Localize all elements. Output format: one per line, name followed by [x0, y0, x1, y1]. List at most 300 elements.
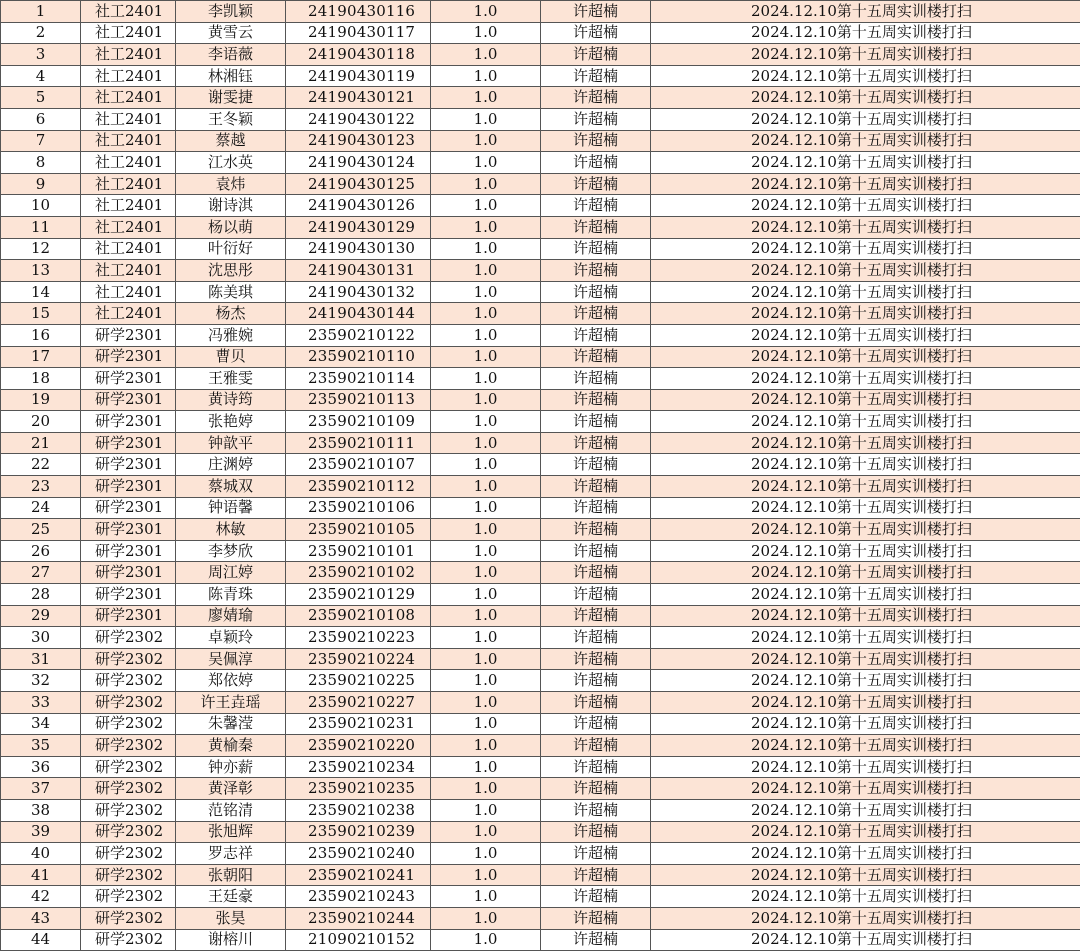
note-cell: 2024.12.10第十五周实训楼打扫 — [651, 605, 1080, 627]
hours-cell: 1.0 — [431, 907, 541, 929]
note-cell: 2024.12.10第十五周实训楼打扫 — [651, 173, 1080, 195]
teacher-cell: 许超楠 — [541, 87, 651, 109]
class-cell: 研学2301 — [81, 324, 176, 346]
teacher-cell: 许超楠 — [541, 476, 651, 498]
hours-cell: 1.0 — [431, 22, 541, 44]
row-index-cell: 5 — [1, 87, 81, 109]
student-name-cell: 林敏 — [176, 519, 286, 541]
row-index-cell: 34 — [1, 713, 81, 735]
table-row — [1, 432, 1080, 454]
hours-cell: 1.0 — [431, 195, 541, 217]
row-index-cell: 21 — [1, 432, 81, 454]
row-index-cell: 26 — [1, 540, 81, 562]
student-name-cell: 冯雅婉 — [176, 324, 286, 346]
note-cell: 2024.12.10第十五周实训楼打扫 — [651, 519, 1080, 541]
hours-cell: 1.0 — [431, 843, 541, 865]
teacher-cell: 许超楠 — [541, 843, 651, 865]
row-index-cell: 25 — [1, 519, 81, 541]
student-id-cell: 23590210102 — [286, 562, 431, 584]
table-row — [1, 216, 1080, 238]
table-row — [1, 519, 1080, 541]
row-index-cell: 19 — [1, 389, 81, 411]
student-id-cell: 23590210244 — [286, 907, 431, 929]
student-name-cell: 钟语馨 — [176, 497, 286, 519]
class-cell: 研学2302 — [81, 670, 176, 692]
hours-cell: 1.0 — [431, 1, 541, 23]
student-name-cell: 李语薇 — [176, 44, 286, 66]
row-index-cell: 8 — [1, 152, 81, 174]
student-id-cell: 23590210101 — [286, 540, 431, 562]
note-cell: 2024.12.10第十五周实训楼打扫 — [651, 65, 1080, 87]
class-cell: 研学2302 — [81, 627, 176, 649]
row-index-cell: 41 — [1, 864, 81, 886]
hours-cell: 1.0 — [431, 411, 541, 433]
note-cell: 2024.12.10第十五周实训楼打扫 — [651, 411, 1080, 433]
teacher-cell: 许超楠 — [541, 324, 651, 346]
row-index-cell: 3 — [1, 44, 81, 66]
hours-cell: 1.0 — [431, 216, 541, 238]
class-cell: 研学2302 — [81, 692, 176, 714]
student-id-cell: 24190430121 — [286, 87, 431, 109]
student-id-cell: 23590210234 — [286, 756, 431, 778]
row-index-cell: 4 — [1, 65, 81, 87]
student-name-cell: 沈思彤 — [176, 260, 286, 282]
note-cell: 2024.12.10第十五周实训楼打扫 — [651, 756, 1080, 778]
teacher-cell: 许超楠 — [541, 562, 651, 584]
student-name-cell: 钟亦薪 — [176, 756, 286, 778]
student-id-cell: 24190430118 — [286, 44, 431, 66]
table-row — [1, 389, 1080, 411]
hours-cell: 1.0 — [431, 584, 541, 606]
table-row — [1, 692, 1080, 714]
hours-cell: 1.0 — [431, 87, 541, 109]
student-name-cell: 黄榆秦 — [176, 735, 286, 757]
hours-cell: 1.0 — [431, 281, 541, 303]
student-id-cell: 24190430129 — [286, 216, 431, 238]
row-index-cell: 18 — [1, 368, 81, 390]
class-cell: 研学2301 — [81, 454, 176, 476]
hours-cell: 1.0 — [431, 260, 541, 282]
student-id-cell: 24190430117 — [286, 22, 431, 44]
table-row — [1, 907, 1080, 929]
table-row — [1, 627, 1080, 649]
table-row — [1, 152, 1080, 174]
note-cell: 2024.12.10第十五周实训楼打扫 — [651, 1, 1080, 23]
row-index-cell: 23 — [1, 476, 81, 498]
hours-cell: 1.0 — [431, 821, 541, 843]
table-row — [1, 87, 1080, 109]
row-index-cell: 37 — [1, 778, 81, 800]
student-name-cell: 黄泽彰 — [176, 778, 286, 800]
row-index-cell: 16 — [1, 324, 81, 346]
row-index-cell: 44 — [1, 929, 81, 951]
table-row — [1, 65, 1080, 87]
teacher-cell: 许超楠 — [541, 44, 651, 66]
table-body — [1, 1, 1080, 951]
table-row — [1, 238, 1080, 260]
table-row — [1, 886, 1080, 908]
hours-cell: 1.0 — [431, 799, 541, 821]
class-cell: 研学2301 — [81, 368, 176, 390]
note-cell: 2024.12.10第十五周实训楼打扫 — [651, 87, 1080, 109]
class-cell: 研学2301 — [81, 346, 176, 368]
row-index-cell: 9 — [1, 173, 81, 195]
class-cell: 研学2301 — [81, 605, 176, 627]
note-cell: 2024.12.10第十五周实训楼打扫 — [651, 584, 1080, 606]
note-cell: 2024.12.10第十五周实训楼打扫 — [651, 454, 1080, 476]
hours-cell: 1.0 — [431, 756, 541, 778]
hours-cell: 1.0 — [431, 692, 541, 714]
student-name-cell: 蔡越 — [176, 130, 286, 152]
student-name-cell: 王廷豪 — [176, 886, 286, 908]
table-row — [1, 713, 1080, 735]
student-name-cell: 李梦欣 — [176, 540, 286, 562]
row-index-cell: 10 — [1, 195, 81, 217]
teacher-cell: 许超楠 — [541, 281, 651, 303]
class-cell: 研学2301 — [81, 411, 176, 433]
class-cell: 研学2302 — [81, 907, 176, 929]
student-name-cell: 江水英 — [176, 152, 286, 174]
table-row — [1, 821, 1080, 843]
student-name-cell: 李凯颖 — [176, 1, 286, 23]
row-index-cell: 32 — [1, 670, 81, 692]
row-index-cell: 29 — [1, 605, 81, 627]
table-row — [1, 648, 1080, 670]
note-cell: 2024.12.10第十五周实训楼打扫 — [651, 216, 1080, 238]
student-name-cell: 陈美琪 — [176, 281, 286, 303]
hours-cell: 1.0 — [431, 713, 541, 735]
row-index-cell: 27 — [1, 562, 81, 584]
table-row — [1, 670, 1080, 692]
class-cell: 研学2301 — [81, 476, 176, 498]
hours-cell: 1.0 — [431, 605, 541, 627]
student-id-cell: 21090210152 — [286, 929, 431, 951]
note-cell: 2024.12.10第十五周实训楼打扫 — [651, 670, 1080, 692]
student-id-cell: 23590210243 — [286, 886, 431, 908]
teacher-cell: 许超楠 — [541, 152, 651, 174]
note-cell: 2024.12.10第十五周实训楼打扫 — [651, 627, 1080, 649]
hours-cell: 1.0 — [431, 929, 541, 951]
student-name-cell: 王雅雯 — [176, 368, 286, 390]
student-id-cell: 24190430123 — [286, 130, 431, 152]
teacher-cell: 许超楠 — [541, 735, 651, 757]
student-id-cell: 23590210114 — [286, 368, 431, 390]
hours-cell: 1.0 — [431, 389, 541, 411]
note-cell: 2024.12.10第十五周实训楼打扫 — [651, 238, 1080, 260]
hours-cell: 1.0 — [431, 173, 541, 195]
row-index-cell: 1 — [1, 1, 81, 23]
class-cell: 社工2401 — [81, 152, 176, 174]
class-cell: 社工2401 — [81, 44, 176, 66]
table-row — [1, 778, 1080, 800]
table-row — [1, 540, 1080, 562]
student-id-cell: 24190430126 — [286, 195, 431, 217]
student-id-cell: 23590210240 — [286, 843, 431, 865]
note-cell: 2024.12.10第十五周实训楼打扫 — [651, 346, 1080, 368]
note-cell: 2024.12.10第十五周实训楼打扫 — [651, 864, 1080, 886]
note-cell: 2024.12.10第十五周实训楼打扫 — [651, 713, 1080, 735]
table-row — [1, 22, 1080, 44]
hours-cell: 1.0 — [431, 562, 541, 584]
hours-cell: 1.0 — [431, 670, 541, 692]
table-row — [1, 476, 1080, 498]
class-cell: 社工2401 — [81, 173, 176, 195]
teacher-cell: 许超楠 — [541, 260, 651, 282]
row-index-cell: 43 — [1, 907, 81, 929]
hours-cell: 1.0 — [431, 864, 541, 886]
note-cell: 2024.12.10第十五周实训楼打扫 — [651, 843, 1080, 865]
student-name-cell: 张旭辉 — [176, 821, 286, 843]
class-cell: 研学2302 — [81, 735, 176, 757]
table-row — [1, 562, 1080, 584]
student-id-cell: 23590210106 — [286, 497, 431, 519]
table-row — [1, 1, 1080, 23]
note-cell: 2024.12.10第十五周实训楼打扫 — [651, 44, 1080, 66]
student-name-cell: 谢雯捷 — [176, 87, 286, 109]
class-cell: 社工2401 — [81, 1, 176, 23]
table-row — [1, 454, 1080, 476]
table-row — [1, 735, 1080, 757]
class-cell: 社工2401 — [81, 87, 176, 109]
table-row — [1, 411, 1080, 433]
teacher-cell: 许超楠 — [541, 22, 651, 44]
row-index-cell: 28 — [1, 584, 81, 606]
student-name-cell: 庄渊婷 — [176, 454, 286, 476]
teacher-cell: 许超楠 — [541, 432, 651, 454]
student-id-cell: 24190430119 — [286, 65, 431, 87]
class-cell: 研学2302 — [81, 756, 176, 778]
class-cell: 研学2301 — [81, 389, 176, 411]
teacher-cell: 许超楠 — [541, 907, 651, 929]
teacher-cell: 许超楠 — [541, 692, 651, 714]
note-cell: 2024.12.10第十五周实训楼打扫 — [651, 476, 1080, 498]
class-cell: 社工2401 — [81, 281, 176, 303]
class-cell: 研学2302 — [81, 799, 176, 821]
row-index-cell: 31 — [1, 648, 81, 670]
note-cell: 2024.12.10第十五周实训楼打扫 — [651, 778, 1080, 800]
student-name-cell: 罗志祥 — [176, 843, 286, 865]
student-name-cell: 曹贝 — [176, 346, 286, 368]
hours-cell: 1.0 — [431, 238, 541, 260]
teacher-cell: 许超楠 — [541, 584, 651, 606]
table-row — [1, 368, 1080, 390]
student-name-cell: 黄诗筠 — [176, 389, 286, 411]
teacher-cell: 许超楠 — [541, 540, 651, 562]
teacher-cell: 许超楠 — [541, 389, 651, 411]
row-index-cell: 36 — [1, 756, 81, 778]
note-cell: 2024.12.10第十五周实训楼打扫 — [651, 540, 1080, 562]
hours-cell: 1.0 — [431, 497, 541, 519]
row-index-cell: 35 — [1, 735, 81, 757]
class-cell: 社工2401 — [81, 260, 176, 282]
class-cell: 研学2301 — [81, 562, 176, 584]
table-row — [1, 281, 1080, 303]
student-name-cell: 廖婧瑜 — [176, 605, 286, 627]
row-index-cell: 6 — [1, 108, 81, 130]
student-id-cell: 23590210220 — [286, 735, 431, 757]
class-cell: 社工2401 — [81, 216, 176, 238]
table-row — [1, 44, 1080, 66]
student-id-cell: 23590210105 — [286, 519, 431, 541]
student-id-cell: 23590210225 — [286, 670, 431, 692]
row-index-cell: 13 — [1, 260, 81, 282]
note-cell: 2024.12.10第十五周实训楼打扫 — [651, 562, 1080, 584]
hours-cell: 1.0 — [431, 108, 541, 130]
teacher-cell: 许超楠 — [541, 605, 651, 627]
class-cell: 研学2301 — [81, 432, 176, 454]
table-row — [1, 497, 1080, 519]
student-id-cell: 23590210231 — [286, 713, 431, 735]
class-cell: 研学2301 — [81, 497, 176, 519]
note-cell: 2024.12.10第十五周实训楼打扫 — [651, 735, 1080, 757]
class-cell: 研学2302 — [81, 713, 176, 735]
student-id-cell: 23590210241 — [286, 864, 431, 886]
table-row — [1, 173, 1080, 195]
student-name-cell: 谢诗淇 — [176, 195, 286, 217]
note-cell: 2024.12.10第十五周实训楼打扫 — [651, 907, 1080, 929]
teacher-cell: 许超楠 — [541, 368, 651, 390]
row-index-cell: 30 — [1, 627, 81, 649]
student-name-cell: 谢榕川 — [176, 929, 286, 951]
student-name-cell: 钟歆平 — [176, 432, 286, 454]
teacher-cell: 许超楠 — [541, 497, 651, 519]
note-cell: 2024.12.10第十五周实训楼打扫 — [651, 281, 1080, 303]
student-name-cell: 郑依婷 — [176, 670, 286, 692]
row-index-cell: 39 — [1, 821, 81, 843]
student-id-cell: 24190430116 — [286, 1, 431, 23]
student-id-cell: 24190430132 — [286, 281, 431, 303]
class-cell: 社工2401 — [81, 108, 176, 130]
student-id-cell: 24190430124 — [286, 152, 431, 174]
note-cell: 2024.12.10第十五周实训楼打扫 — [651, 648, 1080, 670]
hours-cell: 1.0 — [431, 324, 541, 346]
note-cell: 2024.12.10第十五周实训楼打扫 — [651, 821, 1080, 843]
hours-cell: 1.0 — [431, 648, 541, 670]
row-index-cell: 24 — [1, 497, 81, 519]
hours-cell: 1.0 — [431, 65, 541, 87]
class-cell: 社工2401 — [81, 303, 176, 325]
row-index-cell: 20 — [1, 411, 81, 433]
student-name-cell: 林湘钰 — [176, 65, 286, 87]
teacher-cell: 许超楠 — [541, 195, 651, 217]
teacher-cell: 许超楠 — [541, 1, 651, 23]
student-name-cell: 杨杰 — [176, 303, 286, 325]
hours-cell: 1.0 — [431, 432, 541, 454]
table-row — [1, 756, 1080, 778]
class-cell: 社工2401 — [81, 130, 176, 152]
hours-cell: 1.0 — [431, 152, 541, 174]
note-cell: 2024.12.10第十五周实训楼打扫 — [651, 368, 1080, 390]
teacher-cell: 许超楠 — [541, 519, 651, 541]
student-name-cell: 陈青珠 — [176, 584, 286, 606]
class-cell: 研学2302 — [81, 886, 176, 908]
hours-cell: 1.0 — [431, 886, 541, 908]
teacher-cell: 许超楠 — [541, 216, 651, 238]
row-index-cell: 2 — [1, 22, 81, 44]
student-name-cell: 黄雪云 — [176, 22, 286, 44]
hours-cell: 1.0 — [431, 346, 541, 368]
note-cell: 2024.12.10第十五周实训楼打扫 — [651, 152, 1080, 174]
student-id-cell: 24190430122 — [286, 108, 431, 130]
table-row — [1, 929, 1080, 951]
table-row — [1, 799, 1080, 821]
hours-cell: 1.0 — [431, 454, 541, 476]
hours-cell: 1.0 — [431, 130, 541, 152]
class-cell: 研学2302 — [81, 778, 176, 800]
teacher-cell: 许超楠 — [541, 108, 651, 130]
class-cell: 社工2401 — [81, 65, 176, 87]
class-cell: 社工2401 — [81, 22, 176, 44]
note-cell: 2024.12.10第十五周实训楼打扫 — [651, 432, 1080, 454]
class-cell: 研学2302 — [81, 864, 176, 886]
student-id-cell: 23590210239 — [286, 821, 431, 843]
class-cell: 研学2301 — [81, 540, 176, 562]
note-cell: 2024.12.10第十五周实训楼打扫 — [651, 303, 1080, 325]
table-row — [1, 324, 1080, 346]
hours-cell: 1.0 — [431, 735, 541, 757]
teacher-cell: 许超楠 — [541, 130, 651, 152]
student-name-cell: 叶衍好 — [176, 238, 286, 260]
hours-cell: 1.0 — [431, 303, 541, 325]
student-name-cell: 吴佩淳 — [176, 648, 286, 670]
student-name-cell: 朱馨滢 — [176, 713, 286, 735]
student-id-cell: 23590210112 — [286, 476, 431, 498]
class-cell: 社工2401 — [81, 195, 176, 217]
table-row — [1, 605, 1080, 627]
teacher-cell: 许超楠 — [541, 756, 651, 778]
student-id-cell: 23590210238 — [286, 799, 431, 821]
student-name-cell: 许王垚瑶 — [176, 692, 286, 714]
teacher-cell: 许超楠 — [541, 411, 651, 433]
student-name-cell: 周江婷 — [176, 562, 286, 584]
teacher-cell: 许超楠 — [541, 799, 651, 821]
student-name-cell: 张艳婷 — [176, 411, 286, 433]
student-id-cell: 23590210108 — [286, 605, 431, 627]
student-id-cell: 23590210111 — [286, 432, 431, 454]
student-name-cell: 袁炜 — [176, 173, 286, 195]
table-row — [1, 195, 1080, 217]
note-cell: 2024.12.10第十五周实训楼打扫 — [651, 497, 1080, 519]
row-index-cell: 40 — [1, 843, 81, 865]
student-id-cell: 23590210113 — [286, 389, 431, 411]
table-row — [1, 108, 1080, 130]
student-id-cell: 23590210122 — [286, 324, 431, 346]
note-cell: 2024.12.10第十五周实训楼打扫 — [651, 692, 1080, 714]
row-index-cell: 33 — [1, 692, 81, 714]
student-id-cell: 23590210109 — [286, 411, 431, 433]
note-cell: 2024.12.10第十五周实训楼打扫 — [651, 389, 1080, 411]
student-id-cell: 23590210107 — [286, 454, 431, 476]
student-name-cell: 王冬颖 — [176, 108, 286, 130]
note-cell: 2024.12.10第十五周实训楼打扫 — [651, 195, 1080, 217]
student-id-cell: 23590210110 — [286, 346, 431, 368]
student-name-cell: 范铭清 — [176, 799, 286, 821]
row-index-cell: 42 — [1, 886, 81, 908]
class-cell: 研学2302 — [81, 821, 176, 843]
row-index-cell: 11 — [1, 216, 81, 238]
teacher-cell: 许超楠 — [541, 346, 651, 368]
student-id-cell: 23590210227 — [286, 692, 431, 714]
teacher-cell: 许超楠 — [541, 65, 651, 87]
note-cell: 2024.12.10第十五周实训楼打扫 — [651, 886, 1080, 908]
note-cell: 2024.12.10第十五周实训楼打扫 — [651, 929, 1080, 951]
class-cell: 研学2301 — [81, 584, 176, 606]
row-index-cell: 38 — [1, 799, 81, 821]
student-id-cell: 24190430144 — [286, 303, 431, 325]
student-name-cell: 张朝阳 — [176, 864, 286, 886]
student-id-cell: 24190430130 — [286, 238, 431, 260]
student-id-cell: 23590210235 — [286, 778, 431, 800]
